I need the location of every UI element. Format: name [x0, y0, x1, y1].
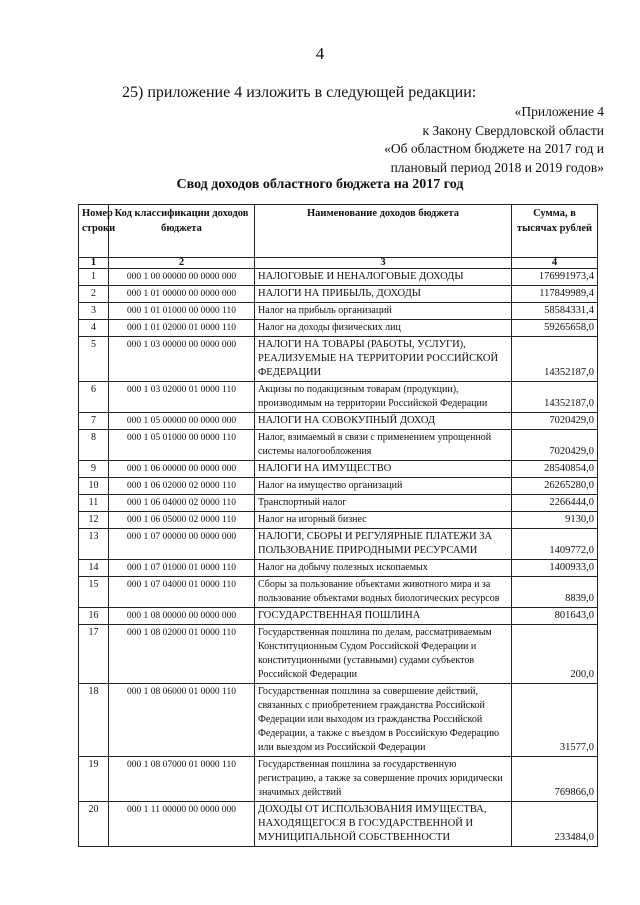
column-index: 3	[255, 258, 512, 269]
header-row-number: Номер строки	[79, 205, 109, 258]
row-number-cell: 7	[79, 413, 109, 430]
row-number-cell: 11	[79, 495, 109, 512]
row-number-cell: 13	[79, 529, 109, 560]
row-number-cell: 16	[79, 608, 109, 625]
table-row	[79, 461, 598, 478]
sum-cell: 1409772,0	[512, 529, 598, 560]
header-classification-code: Код классификации доходов бюджета	[109, 205, 255, 258]
classification-code-cell: 000 1 03 02000 01 0000 110	[109, 382, 255, 413]
classification-code-cell: 000 1 00 00000 00 0000 000	[109, 269, 255, 286]
row-number-cell: 17	[79, 625, 109, 684]
sum-cell: 28540854,0	[512, 461, 598, 478]
sum-cell: 200,0	[512, 625, 598, 684]
row-number-cell: 3	[79, 303, 109, 320]
sum-cell: 9130,0	[512, 512, 598, 529]
row-number-cell: 8	[79, 430, 109, 461]
sum-cell: 8839,0	[512, 577, 598, 608]
appendix-line: «Об областном бюджете на 2017 год и	[384, 141, 604, 156]
table-row	[79, 320, 598, 337]
revenue-name-cell: НАЛОГИ НА СОВОКУПНЫЙ ДОХОД	[255, 413, 512, 430]
revenue-name-cell: НАЛОГИ, СБОРЫ И РЕГУЛЯРНЫЕ ПЛАТЕЖИ ЗА ПОЛЬЗОВАНИЕ ПРИРОДНЫМИ РЕСУРСАМИ	[255, 529, 512, 560]
classification-code-cell: 000 1 01 02000 01 0000 110	[109, 320, 255, 337]
table-header-row	[79, 205, 598, 258]
row-number-cell: 18	[79, 684, 109, 757]
page-number: 4	[315, 44, 325, 63]
classification-code-cell: 000 1 08 02000 01 0000 110	[109, 625, 255, 684]
sum-cell: 14352187,0	[512, 382, 598, 413]
sum-cell: 14352187,0	[512, 337, 598, 382]
revenue-table	[78, 204, 598, 847]
revenue-name-cell: ДОХОДЫ ОТ ИСПОЛЬЗОВАНИЯ ИМУЩЕСТВА, НАХОДЯЩЕГОСЯ В ГОСУДАРСТВЕННОЙ И МУНИЦИПАЛЬНОЙ СОБСТВЕННОСТИ	[255, 802, 512, 847]
table-row	[79, 495, 598, 512]
sum-cell: 769866,0	[512, 757, 598, 802]
revenue-name-cell: Налог на имущество организаций	[255, 478, 512, 495]
revenue-name-cell: Государственная пошлина по делам, рассматриваемым Конституционным Судом Российской Федерации и конституционными (уставными) судами субъектов Российской Федерации	[255, 625, 512, 684]
revenue-name-cell: НАЛОГИ НА ПРИБЫЛЬ, ДОХОДЫ	[255, 286, 512, 303]
column-index: 2	[109, 258, 255, 269]
row-number-cell: 6	[79, 382, 109, 413]
revenue-name-cell: Налог на прибыль организаций	[255, 303, 512, 320]
table-row	[79, 478, 598, 495]
sum-cell: 7020429,0	[512, 413, 598, 430]
row-number-cell: 9	[79, 461, 109, 478]
revenue-name-cell: Налог на добычу полезных ископаемых	[255, 560, 512, 577]
header-sum: Сумма, в тысячах рублей	[512, 205, 598, 258]
table-row	[79, 625, 598, 684]
revenue-name-cell: НАЛОГОВЫЕ И НЕНАЛОГОВЫЕ ДОХОДЫ	[255, 269, 512, 286]
table-row	[79, 512, 598, 529]
table-row	[79, 577, 598, 608]
classification-code-cell: 000 1 05 01000 00 0000 110	[109, 430, 255, 461]
sum-cell: 59265658,0	[512, 320, 598, 337]
revenue-name-cell: Государственная пошлина за совершение действий, связанных с приобретением гражданства Российской Федерации или выходом из гражданства Российской Федерации, а также с въездом в Российскую Федерацию или выездом из Российской Федерации	[255, 684, 512, 757]
sum-cell: 1400933,0	[512, 560, 598, 577]
sum-cell: 58584331,4	[512, 303, 598, 320]
appendix-line: плановый период 2018 и 2019 годов»	[390, 159, 604, 175]
classification-code-cell: 000 1 01 00000 00 0000 000	[109, 286, 255, 303]
classification-code-cell: 000 1 05 00000 00 0000 000	[109, 413, 255, 430]
table-row	[79, 529, 598, 560]
revenue-name-cell: Сборы за пользование объектами животного мира и за пользование объектами водных биологических ресурсов	[255, 577, 512, 608]
classification-code-cell: 000 1 08 07000 01 0000 110	[109, 757, 255, 802]
classification-code-cell: 000 1 08 06000 01 0000 110	[109, 684, 255, 757]
sum-cell: 117849989,4	[512, 286, 598, 303]
table-row	[79, 413, 598, 430]
column-index: 1	[79, 258, 109, 269]
table-row	[79, 684, 598, 757]
classification-code-cell: 000 1 03 00000 00 0000 000	[109, 337, 255, 382]
intro-text: 25) приложение 4 изложить в следующей редакции:	[122, 84, 477, 101]
document-title: Свод доходов областного бюджета на 2017 год	[176, 177, 464, 192]
revenue-name-cell: Налог на игорный бизнес	[255, 512, 512, 529]
table-row	[79, 303, 598, 320]
table-row	[79, 269, 598, 286]
row-number-cell: 15	[79, 577, 109, 608]
table-row	[79, 757, 598, 802]
row-number-cell: 20	[79, 802, 109, 847]
revenue-name-cell: Акцизы по подакцизным товарам (продукции), производимым на территории Российской Федерации	[255, 382, 512, 413]
table-row	[79, 430, 598, 461]
table-row	[79, 560, 598, 577]
row-number-cell: 5	[79, 337, 109, 382]
appendix-line: «Приложение 4	[514, 104, 604, 119]
header-revenue-name: Наименование доходов бюджета	[255, 205, 512, 258]
appendix-reference	[384, 103, 604, 177]
row-number-cell: 14	[79, 560, 109, 577]
column-index-row	[79, 258, 598, 269]
revenue-name-cell: Государственная пошлина за государственную регистрацию, а также за совершение прочих юридически значимых действий	[255, 757, 512, 802]
classification-code-cell: 000 1 07 00000 00 0000 000	[109, 529, 255, 560]
sum-cell: 31577,0	[512, 684, 598, 757]
classification-code-cell: 000 1 07 01000 01 0000 110	[109, 560, 255, 577]
classification-code-cell: 000 1 01 01000 00 0000 110	[109, 303, 255, 320]
classification-code-cell: 000 1 07 04000 01 0000 110	[109, 577, 255, 608]
table-row	[79, 382, 598, 413]
table-row	[79, 802, 598, 847]
row-number-cell: 19	[79, 757, 109, 802]
row-number-cell: 12	[79, 512, 109, 529]
classification-code-cell: 000 1 11 00000 00 0000 000	[109, 802, 255, 847]
table-row	[79, 337, 598, 382]
revenue-name-cell: НАЛОГИ НА ИМУЩЕСТВО	[255, 461, 512, 478]
classification-code-cell: 000 1 06 00000 00 0000 000	[109, 461, 255, 478]
classification-code-cell: 000 1 06 05000 02 0000 110	[109, 512, 255, 529]
table-row	[79, 608, 598, 625]
classification-code-cell: 000 1 06 02000 02 0000 110	[109, 478, 255, 495]
sum-cell: 26265280,0	[512, 478, 598, 495]
row-number-cell: 1	[79, 269, 109, 286]
appendix-line: к Закону Свердловской области	[422, 122, 604, 138]
column-index: 4	[512, 258, 598, 269]
row-number-cell: 4	[79, 320, 109, 337]
classification-code-cell: 000 1 08 00000 00 0000 000	[109, 608, 255, 625]
revenue-name-cell: Налог, взимаемый в связи с применением упрощенной системы налогообложения	[255, 430, 512, 461]
row-number-cell: 2	[79, 286, 109, 303]
revenue-name-cell: ГОСУДАРСТВЕННАЯ ПОШЛИНА	[255, 608, 512, 625]
row-number-cell: 10	[79, 478, 109, 495]
revenue-name-cell: Транспортный налог	[255, 495, 512, 512]
sum-cell: 233484,0	[512, 802, 598, 847]
classification-code-cell: 000 1 06 04000 02 0000 110	[109, 495, 255, 512]
sum-cell: 176991973,4	[512, 269, 598, 286]
table-row	[79, 286, 598, 303]
revenue-name-cell: Налог на доходы физических лиц	[255, 320, 512, 337]
revenue-name-cell: НАЛОГИ НА ТОВАРЫ (РАБОТЫ, УСЛУГИ), РЕАЛИЗУЕМЫЕ НА ТЕРРИТОРИИ РОССИЙСКОЙ ФЕДЕРАЦИИ	[255, 337, 512, 382]
sum-cell: 7020429,0	[512, 430, 598, 461]
sum-cell: 2266444,0	[512, 495, 598, 512]
sum-cell: 801643,0	[512, 608, 598, 625]
